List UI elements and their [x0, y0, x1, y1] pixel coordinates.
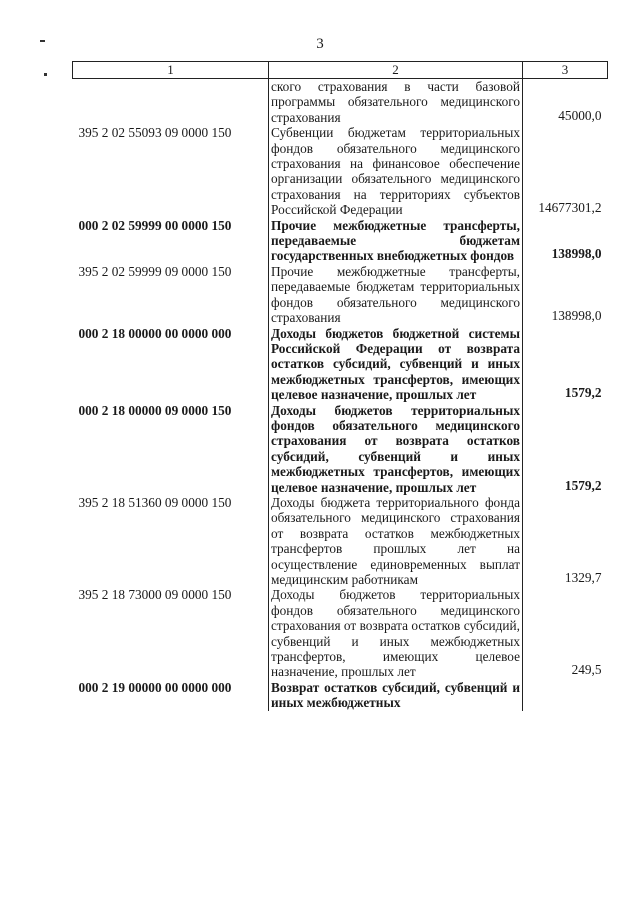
column-header: 1: [73, 62, 269, 79]
amount-cell: 45000,0: [558, 107, 602, 123]
table-row: [73, 125, 608, 217]
table-row: [73, 403, 608, 495]
budget-code-cell: 000 2 02 59999 00 0000 150: [78, 217, 232, 233]
table-row: [73, 79, 608, 126]
amount-cell: 249,5: [571, 662, 602, 678]
description-cell: Прочие межбюджетные трансферты, передаваемые бюджетам государственных внебюджетных фондов: [269, 218, 523, 264]
table-row: [73, 587, 608, 679]
table-row: [73, 264, 608, 326]
description-cell: Доходы бюджетов бюджетной системы Российской Федерации от возврата остатков субсидий, субвенций и иных межбюджетных трансфертов, имеющих целевое назначение, прошлых лет: [269, 326, 523, 403]
budget-code-cell: 395 2 02 59999 09 0000 150: [78, 263, 232, 279]
budget-code-cell: [73, 79, 269, 126]
amount-cell: 1579,2: [564, 385, 602, 401]
budget-code-cell: 395 2 02 55093 09 0000 150: [78, 125, 232, 141]
description-cell: Возврат остатков субсидий, субвенций и иных межбюджетных: [269, 680, 523, 711]
budget-code-cell: 000 2 18 00000 09 0000 150: [78, 402, 232, 418]
table-row: [73, 680, 608, 711]
column-header: 2: [269, 62, 523, 79]
table-row: [73, 218, 608, 264]
description-cell: Субвенции бюджетам территориальных фондов обязательного медицинского страхования на финансовое обеспечение организации обязательного медицинского страхования на территориях субъектов Российской Федерации: [269, 125, 523, 217]
description-cell: Прочие межбюджетные трансферты, передаваемые бюджетам территориальных фондов обязательного медицинского страхования: [269, 264, 523, 326]
amount-cell: 1329,7: [564, 570, 602, 585]
budget-code-cell: 395 2 18 73000 09 0000 150: [78, 587, 232, 603]
amount-cell: [523, 680, 608, 711]
column-header: 3: [523, 62, 608, 79]
description-cell: Доходы бюджета территориального фонда обязательного медицинского страхования от возврата остатков межбюджетных трансфертов прошлых лет на осуществление единовременных выплат медицинским работникам: [269, 495, 523, 587]
table-body: [73, 79, 608, 711]
amount-cell: 138998,0: [551, 308, 602, 324]
amount-cell: 14677301,2: [538, 200, 602, 216]
scan-mark: [44, 73, 47, 76]
budget-code-cell: 395 2 18 51360 09 0000 150: [78, 494, 232, 510]
table-row: [73, 495, 608, 587]
page-number: 3: [316, 36, 324, 52]
description-cell: Доходы бюджетов территориальных фондов обязательного медицинского страхования от возврата остатков субсидий, субвенций и иных межбюджетных трансфертов, имеющих целевое назначение, прошлых лет: [269, 587, 523, 679]
amount-cell: 1579,2: [564, 477, 602, 493]
table-header-row: [73, 62, 608, 79]
revenue-table: [72, 61, 608, 711]
description-cell: Доходы бюджетов территориальных фондов обязательного медицинского страхования от возврата остатков субсидий, субвенций и иных межбюджетных трансфертов, имеющих целевое назначение, прошлых лет: [269, 403, 523, 495]
table-row: [73, 326, 608, 403]
budget-code-cell: 000 2 19 00000 00 0000 000: [78, 679, 232, 695]
amount-cell: 138998,0: [551, 246, 602, 262]
description-cell: ского страхования в части базовой программы обязательного медицинского страхования: [269, 79, 523, 126]
budget-code-cell: 000 2 18 00000 00 0000 000: [78, 325, 232, 341]
